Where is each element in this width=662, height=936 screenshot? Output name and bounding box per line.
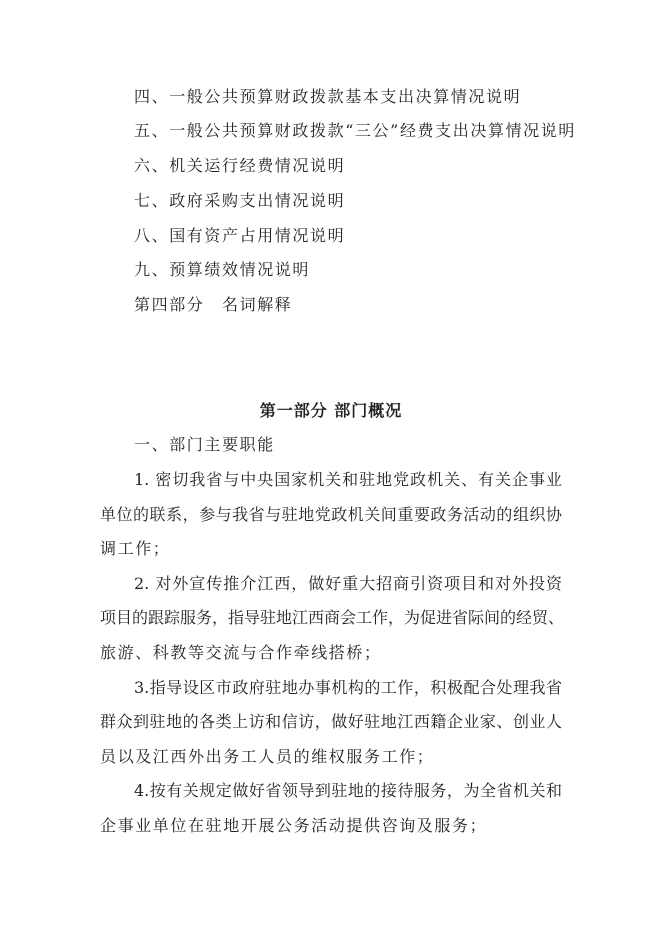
paragraph-line: 2. 对外宣传推介江西，做好重大招商引资项目和对外投资 [134, 574, 562, 593]
toc-item: 四、一般公共预算财政拨款基本支出决算情况说明 [134, 87, 522, 106]
toc-item: 九、预算绩效情况说明 [134, 260, 311, 279]
toc-item: 七、政府采购支出情况说明 [134, 191, 346, 210]
paragraph-line: 员以及江西外出务工人员的维权服务工作； [100, 747, 435, 766]
paragraph-line: 群众到驻地的各类上访和信访，做好驻地江西籍企业家、创业人 [100, 712, 562, 731]
toc-item: 八、国有资产占用情况说明 [134, 226, 346, 245]
paragraph-line: 3.指导设区市政府驻地办事机构的工作，积极配合处理我省 [134, 678, 562, 697]
paragraph-line: 单位的联系，参与我省与驻地党政机关间重要政务活动的组织协 [100, 505, 562, 524]
section-title: 第一部分 部门概况 [259, 401, 403, 420]
toc-item: 第四部分 名词解释 [134, 295, 293, 314]
subsection-title: 一、部门主要职能 [134, 435, 275, 454]
paragraph-line: 项目的跟踪服务，指导驻地江西商会工作，为促进省际间的经贸、 [100, 608, 565, 627]
paragraph-line: 旅游、科教等交流与合作牵线搭桥； [100, 643, 382, 662]
paragraph-line: 调工作； [100, 539, 171, 558]
paragraph-line: 1. 密切我省与中央国家机关和驻地党政机关、有关企事业 [134, 470, 562, 489]
toc-item: 六、机关运行经费情况说明 [134, 156, 346, 175]
paragraph-line: 企事业单位在驻地开展公务活动提供咨询及服务； [100, 816, 488, 835]
toc-item: 五、一般公共预算财政拨款“三公”经费支出决算情况说明 [134, 121, 576, 140]
paragraph-line: 4.按有关规定做好省领导到驻地的接待服务，为全省机关和 [134, 781, 562, 800]
